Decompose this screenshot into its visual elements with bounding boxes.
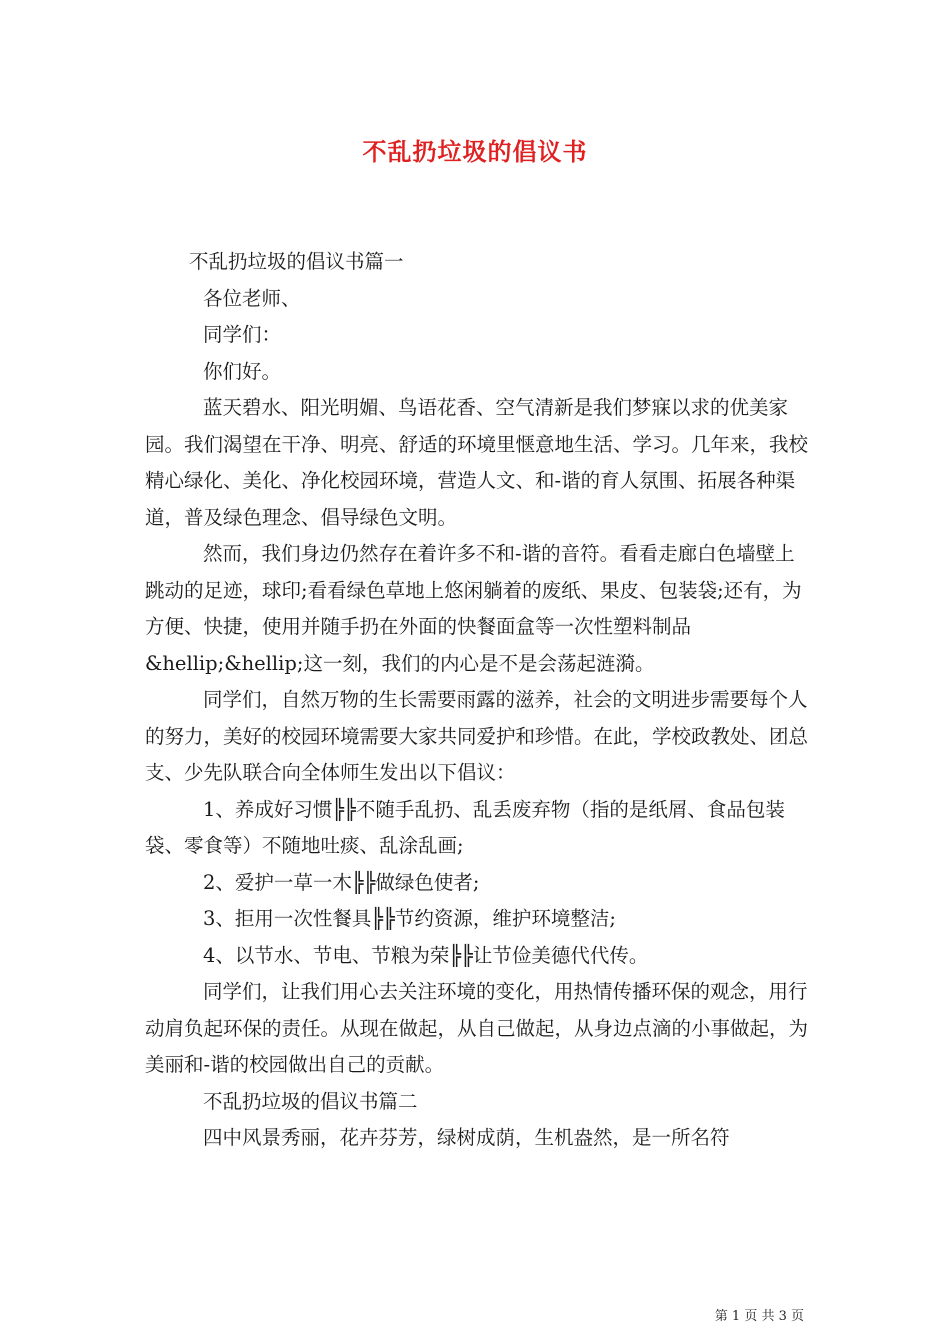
salutation-line: 各位老师、	[203, 286, 301, 310]
proposal-item: 2、爱护一草一木╠╠做绿色使者;	[203, 870, 480, 894]
document-title: 不乱扔垃圾的倡议书	[362, 137, 588, 166]
document-body	[145, 244, 813, 1157]
proposal-item: 3、拒用一次性餐具╠╠节约资源，维护环境整洁;	[203, 907, 616, 930]
page-number-footer: 第 1 页 共 3 页	[714, 1309, 804, 1324]
salutation-line: 同学们：	[203, 323, 282, 346]
greeting-line: 你们好。	[203, 359, 282, 383]
section-heading-1: 不乱扔垃圾的倡议书篇一	[189, 250, 404, 273]
body-paragraph: 然而，我们身边仍然存在着许多不和-谐的音符。看看走廊白色墙壁上跳动的足迹，球印;看看绿色草地上悠闲躺着的废纸、果皮、包装袋;还有，为方便、快捷，使用并随手扔在外面的快餐面盒等一次性塑料制品&hellip;&hellip;这一刻，我们的内心是不是会荡起涟漪。	[145, 542, 802, 675]
body-paragraph: 同学们，让我们用心去关注环境的变化，用热情传播环保的观念，用行动肩负起环保的责任。从现在做起，从自己做起，从身边点滴的小事做起，为美丽和-谐的校园做出自己的贡献。	[145, 980, 809, 1076]
body-paragraph: 同学们，自然万物的生长需要雨露的滋养，社会的文明进步需要每个人的努力，美好的校园环境需要大家共同爱护和珍惜。在此，学校政教处、团总支、少先队联合向全体师生发出以下倡议：	[145, 688, 809, 784]
proposal-item: 1、养成好习惯╠╠不随手乱扔、乱丢废弃物（指的是纸屑、食品包装袋、零食等）不随地吐痰、乱涂乱画;	[145, 797, 785, 857]
proposal-item: 4、以节水、节电、节粮为荣╠╠让节俭美德代代传。	[203, 943, 649, 967]
body-paragraph: 蓝天碧水、阳光明媚、鸟语花香、空气清新是我们梦寐以求的优美家园。我们渴望在干净、明亮、舒适的环境里惬意地生活、学习。几年来，我校精心绿化、美化、净化校园环境，营造人文、和-谐的育人氛围、拓展各种渠道，普及绿色理念、倡导绿色文明。	[145, 396, 809, 529]
body-paragraph: 四中风景秀丽，花卉芬芳，绿树成荫，生机盎然，是一所名符	[203, 1126, 730, 1149]
section-heading-2: 不乱扔垃圾的倡议书篇二	[203, 1089, 418, 1113]
